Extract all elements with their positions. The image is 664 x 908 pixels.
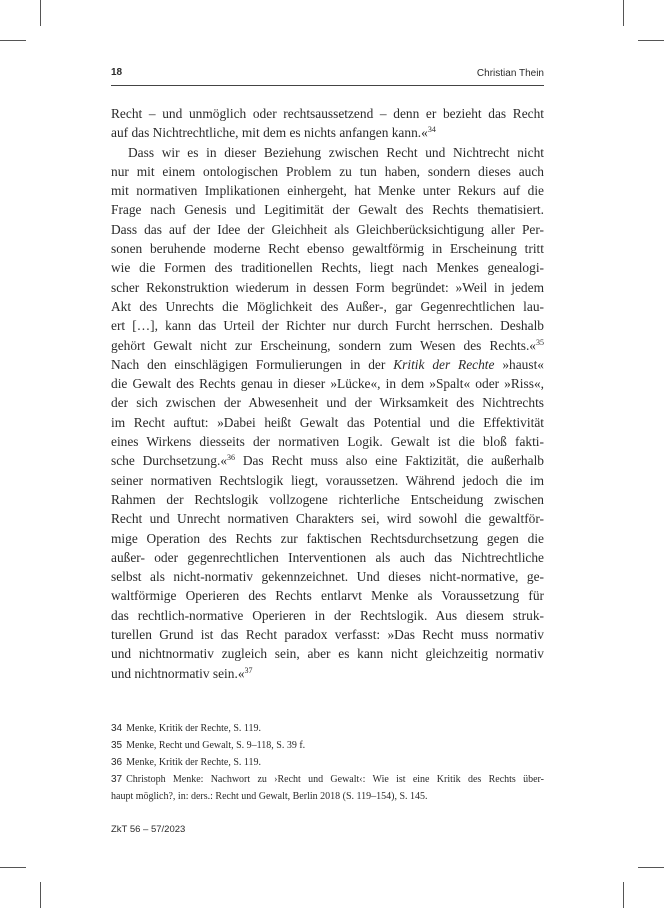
crop-mark <box>40 882 41 908</box>
text-line: Akt des Unrechts die Möglichkeit des Außer-, gar Gegenrechtlichen lau- <box>111 298 544 314</box>
header-rule <box>111 85 544 86</box>
text-line: Recht – und unmöglich oder rechtsaussetzend – denn er bezieht das Recht <box>111 106 544 121</box>
crop-mark <box>623 0 624 26</box>
text-line: das rechtlich-normative Operieren in der Rechtslogik. Aus diesem struk- <box>111 607 544 623</box>
text-line: turellen Grund ist das Recht paradox verfasst: »Das Recht muss normativ <box>111 627 544 643</box>
footnote-ref: 34 <box>427 125 436 135</box>
crop-mark <box>623 882 624 908</box>
book-title: Kritik der Rechte <box>393 356 495 372</box>
text-line: der sich zwischen der Abwesenheit und der Wirksamkeit des Nichtrechts <box>111 395 544 411</box>
footnote-ref: 37 <box>244 665 253 675</box>
text-line: wie die Formen des traditionellen Rechts, liegt nach Menkes genealogi- <box>111 260 544 276</box>
text-line: waltförmige Operieren des Rechts entlarvt Menke als Voraussetzung für <box>111 588 544 604</box>
text-line: sche Durchsetzung.«$^{36}$ Das Recht muss also eine Faktizität, die außerhalb <box>111 453 544 469</box>
text-line: Frage nach Genesis und Legitimität der Gewalt des Rechts thematisiert. <box>111 202 544 218</box>
text-line: ert […], kann das Urteil der Richter nur durch Furcht herrschen. Deshalb <box>111 318 544 334</box>
footnote: 36 Menke, Kritik der Rechte, S. 119. <box>111 757 262 768</box>
text-line: gehört Gewalt nicht zur Erscheinung, sondern zum Wesen des Rechts.«$^{35}$ <box>111 337 544 353</box>
footnote: 37 Christoph Menke: Nachwort zu ›Recht und Gewalt‹: Wie ist eine Kritik des Rechts über- <box>111 774 544 785</box>
text-line: sonen beruhende moderne Recht ebenso gewaltförmig in Erscheinung tritt <box>111 241 544 257</box>
text-line: auf das Nichtrechtliche, mit dem es nichts anfangen kann.«$^{34}$ <box>111 125 436 141</box>
crop-mark <box>0 40 26 41</box>
footnote-continuation: haupt möglich?, in: ders.: Recht und Gewalt, Berlin 2018 (S. 119–154), S. 145. <box>111 791 428 802</box>
footnote-ref: 35 <box>536 337 544 347</box>
crop-mark <box>638 40 664 41</box>
text-line: Recht und Unrecht normativen Charakters sei, wird sowohl die gewaltför- <box>111 511 544 527</box>
text-line: außer- oder gegenrechtlichen Interventionen als auch das Nichtrechtliche <box>111 549 544 565</box>
footnote-number: 34 <box>111 723 123 734</box>
footnote: 35 Menke, Recht und Gewalt, S. 9–118, S. 39 f. <box>111 740 306 751</box>
text-line: Dass das auf der Idee der Gleichheit als Gleichberücksichtigung aller Per- <box>111 221 544 237</box>
footnote-number: 37 <box>111 774 123 785</box>
footnote: 34 Menke, Kritik der Rechte, S. 119. <box>111 723 262 734</box>
footnote-number: 36 <box>111 757 123 768</box>
text-line: im Recht auftut: »Dabei heißt Gewalt das Potential und die Effektivität <box>111 414 544 430</box>
text-line: selbst als nicht-normativ gekennzeichnet. Und dieses nicht-normative, ge- <box>111 569 544 585</box>
page-number: 18 <box>111 67 123 78</box>
text-line: scher Rekonstruktion wiederum in dessen Form begründet: »Weil in jedem <box>111 279 544 295</box>
running-head: Christian Thein <box>476 68 544 79</box>
footnote-number: 35 <box>111 740 123 751</box>
text-line: Rahmen der Rechtslogik vollzogene richterliche Entscheidung zwischen <box>111 491 544 507</box>
crop-mark <box>0 867 26 868</box>
text-line: eines Wirkens diesseits der normativen Logik. Gewalt ist die bloß fakti- <box>111 434 544 450</box>
text-line: mige Operation des Rechts zur faktischen Rechtsdurchsetzung gegen die <box>111 530 544 546</box>
body-text <box>111 104 544 683</box>
text-line: nur mit einem ontologischen Problem zu tun haben, sondern dieses auch <box>111 163 544 179</box>
text-line: die Gewalt des Rechts genau in dieser »Lücke«, in dem »Spalt« oder »Riss«, <box>111 376 544 392</box>
footnote-ref: 36 <box>227 453 236 463</box>
page-header <box>111 64 544 86</box>
text-line: Nach den einschlägigen Formulierungen in der Kritik der Rechte »haust« <box>111 356 545 372</box>
text-line: seiner normativen Rechtslogik liegt, voraussetzen. Während jedoch die im <box>111 472 544 488</box>
footnotes <box>111 720 544 805</box>
text-line: und nichtnormativ sein.«$^{37}$ <box>111 665 253 681</box>
journal-footer: ZkT 56 – 57/2023 <box>111 824 186 835</box>
text-line: Dass wir es in dieser Beziehung zwischen Recht und Nichtrecht nicht <box>128 144 544 160</box>
crop-mark <box>638 867 664 868</box>
text-line: und nichtnormativ zugleich sein, aber es kann nicht gleichzeitig normativ <box>111 646 544 662</box>
crop-mark <box>40 0 41 26</box>
text-line: mit normativen Implikationen einhergeht, hat Menke unter Rekurs auf die <box>111 183 544 199</box>
